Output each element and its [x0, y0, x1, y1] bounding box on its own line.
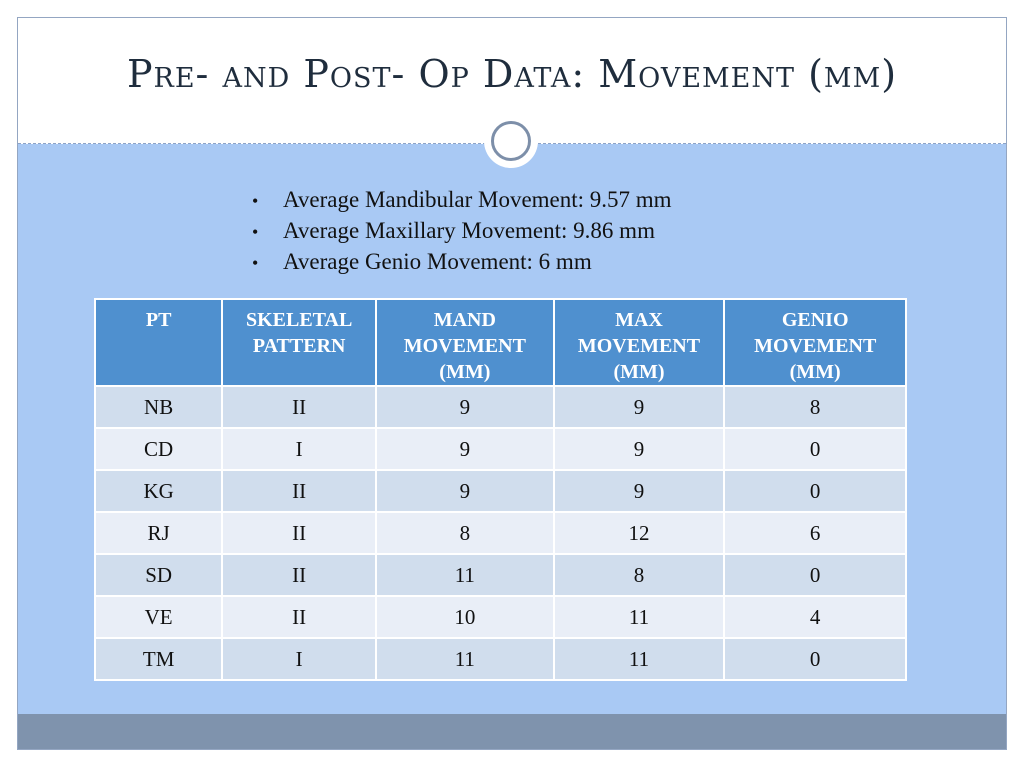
circle-ornament-icon	[485, 115, 537, 167]
table-row	[95, 386, 906, 428]
cell-max: 11	[554, 596, 725, 638]
slide	[17, 17, 1007, 750]
cell-max: 8	[554, 554, 725, 596]
cell-skeletal-pattern: II	[222, 596, 376, 638]
cell-mand: 9	[376, 386, 554, 428]
cell-max: 9	[554, 428, 725, 470]
table-header-row	[95, 299, 906, 386]
cell-max: 9	[554, 386, 725, 428]
cell-skeletal-pattern: I	[222, 638, 376, 680]
cell-mand: 11	[376, 638, 554, 680]
cell-pt: KG	[95, 470, 222, 512]
cell-mand: 10	[376, 596, 554, 638]
table-row	[95, 554, 906, 596]
cell-pt: CD	[95, 428, 222, 470]
cell-genio: 0	[724, 428, 906, 470]
cell-max: 11	[554, 638, 725, 680]
table-row	[95, 428, 906, 470]
ring-icon	[491, 121, 531, 161]
cell-genio: 0	[724, 638, 906, 680]
table-row	[95, 512, 906, 554]
cell-max: 12	[554, 512, 725, 554]
cell-pt: VE	[95, 596, 222, 638]
header-max-movement: MAX MOVEMENT (MM)	[554, 299, 725, 386]
cell-skeletal-pattern: II	[222, 554, 376, 596]
bullet-icon: •	[252, 191, 259, 211]
bullet-text: Average Genio Movement: 6 mm	[283, 249, 592, 274]
cell-max: 9	[554, 470, 725, 512]
bullet-text: Average Mandibular Movement: 9.57 mm	[283, 187, 672, 212]
cell-mand: 8	[376, 512, 554, 554]
bullet-icon: •	[252, 253, 259, 273]
cell-genio: 0	[724, 470, 906, 512]
table-row	[95, 596, 906, 638]
cell-genio: 8	[724, 386, 906, 428]
cell-pt: TM	[95, 638, 222, 680]
cell-genio: 6	[724, 512, 906, 554]
cell-mand: 9	[376, 470, 554, 512]
cell-genio: 0	[724, 554, 906, 596]
cell-skeletal-pattern: II	[222, 386, 376, 428]
cell-genio: 4	[724, 596, 906, 638]
slide-title: Pre- and Post- Op Data: Movement (mm)	[126, 52, 898, 96]
header-pt: PT	[95, 299, 222, 386]
cell-skeletal-pattern: I	[222, 428, 376, 470]
table-row	[95, 470, 906, 512]
cell-pt: SD	[95, 554, 222, 596]
cell-mand: 11	[376, 554, 554, 596]
bullet-text: Average Maxillary Movement: 9.86 mm	[283, 218, 655, 243]
cell-skeletal-pattern: II	[222, 470, 376, 512]
header-skeletal-pattern: SKELETAL PATTERN	[222, 299, 376, 386]
bullet-item	[252, 215, 672, 246]
cell-pt: NB	[95, 386, 222, 428]
bullet-item	[252, 184, 672, 215]
movement-table	[94, 298, 907, 681]
cell-pt: RJ	[95, 512, 222, 554]
bullet-item	[252, 246, 672, 277]
cell-skeletal-pattern: II	[222, 512, 376, 554]
summary-bullets	[252, 184, 672, 277]
bullet-icon: •	[252, 222, 259, 242]
table-row	[95, 638, 906, 680]
header-mand-movement: MAND MOVEMENT (MM)	[376, 299, 554, 386]
cell-mand: 9	[376, 428, 554, 470]
header-genio-movement: GENIO MOVEMENT (MM)	[724, 299, 906, 386]
footer-band	[18, 714, 1006, 749]
